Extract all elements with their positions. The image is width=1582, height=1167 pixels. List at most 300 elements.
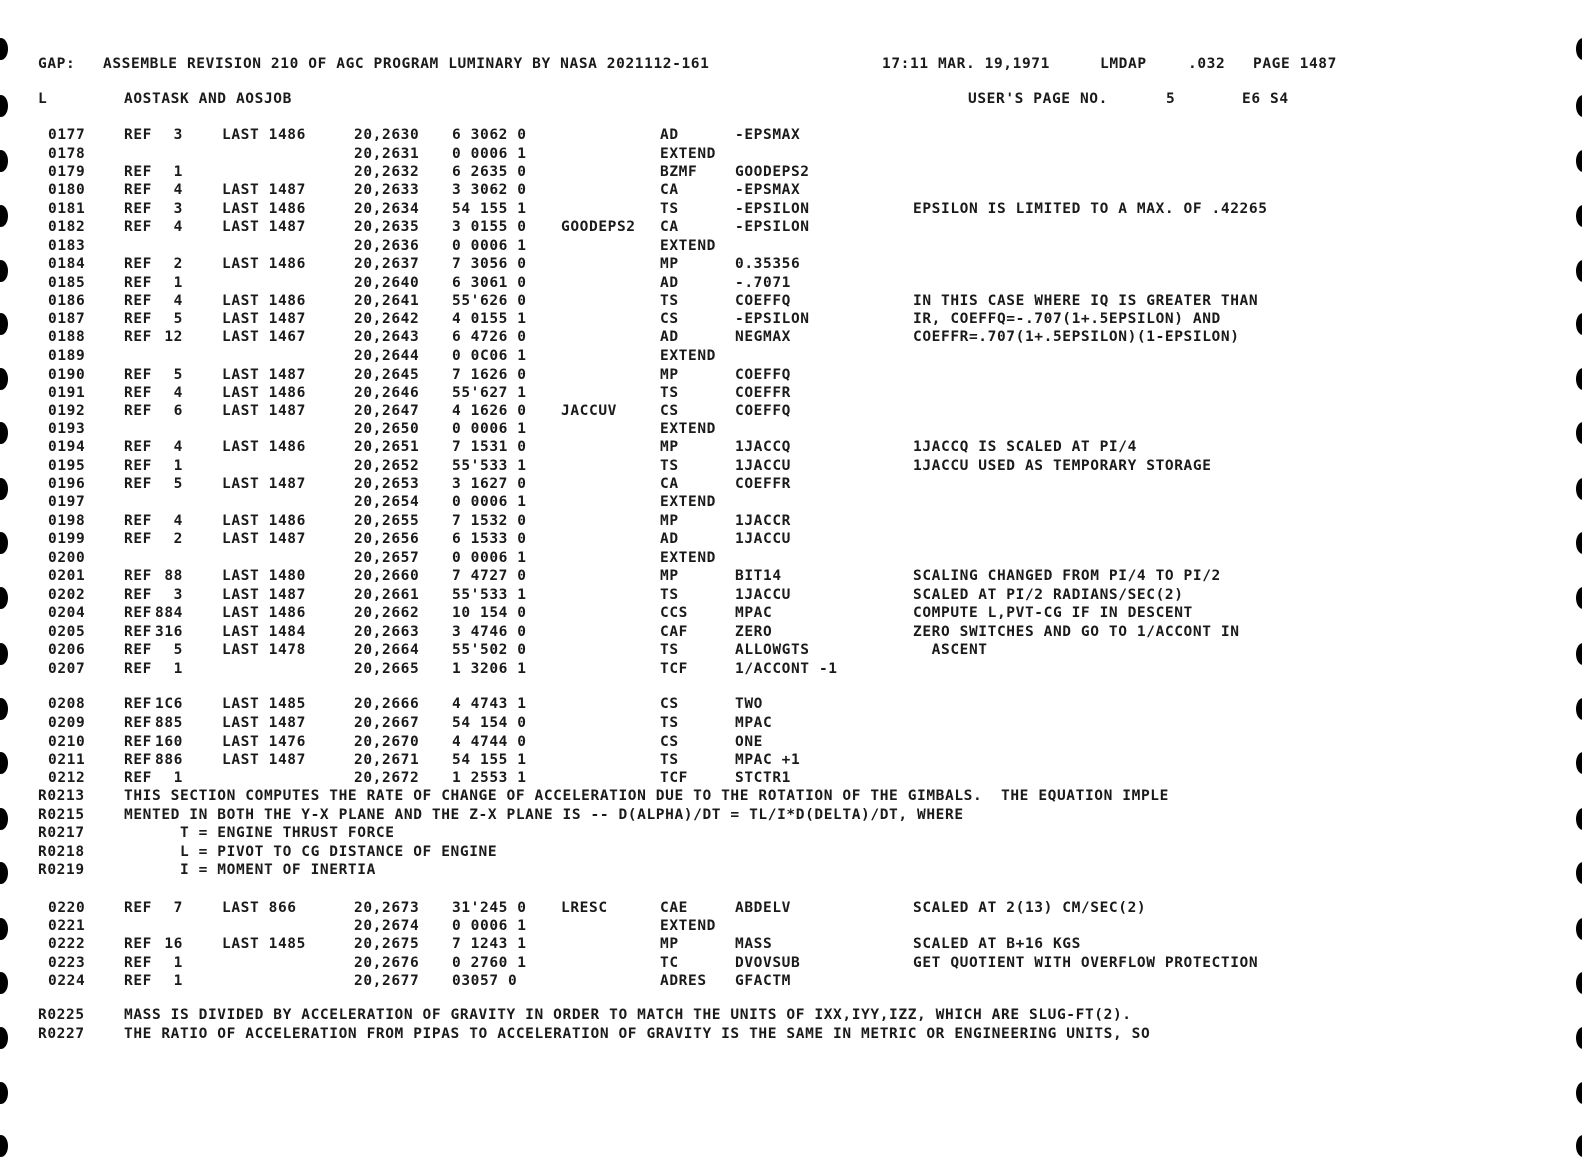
octal-word: 4 1626 0 <box>452 403 527 419</box>
octal-word: 7 3056 0 <box>452 256 527 272</box>
address: 20,2634 <box>354 201 420 217</box>
operand: 1JACCU <box>735 587 791 603</box>
line-number: 0200 <box>48 550 86 566</box>
octal-word: 0 0006 1 <box>452 421 527 437</box>
octal-word: 4 0155 1 <box>452 311 527 327</box>
ref-count: 1 <box>173 770 183 786</box>
octal-word: 0 0C06 1 <box>452 348 527 364</box>
page-code: E6 S4 <box>1242 91 1289 107</box>
remark-line-number: R0225 <box>38 1007 85 1023</box>
feed-hole <box>0 478 8 500</box>
operand: 1JACCU <box>735 458 791 474</box>
feed-hole <box>1576 1082 1582 1104</box>
last-page-ref: LAST 1486 <box>222 127 306 143</box>
line-number: 0177 <box>48 127 86 143</box>
operand: ABDELV <box>735 900 791 916</box>
line-number: 0187 <box>48 311 86 327</box>
users-page-number: 5 <box>1166 91 1176 107</box>
ref-keyword: REF <box>124 605 152 621</box>
line-number: 0188 <box>48 329 86 345</box>
ref-keyword: REF <box>124 642 152 658</box>
ref-count: 6 <box>173 403 183 419</box>
ref-count: 1 <box>173 164 183 180</box>
ref-count: 16 <box>164 936 183 952</box>
line-number: 0211 <box>48 752 86 768</box>
ref-count: 316 <box>155 624 183 640</box>
feed-hole <box>0 1027 8 1049</box>
octal-word: 6 2635 0 <box>452 164 527 180</box>
ref-count: 5 <box>173 311 183 327</box>
last-page-ref: LAST 1487 <box>222 752 306 768</box>
operand: 1/ACCONT -1 <box>735 661 838 677</box>
feed-hole <box>0 205 8 227</box>
ref-keyword: REF <box>124 367 152 383</box>
header-version: .032 <box>1188 56 1226 72</box>
comment: GET QUOTIENT WITH OVERFLOW PROTECTION <box>913 955 1259 971</box>
opcode: AD <box>660 127 679 143</box>
feed-hole <box>0 313 8 335</box>
ref-keyword: REF <box>124 275 152 291</box>
address: 20,2650 <box>354 421 420 437</box>
opcode: CS <box>660 403 679 419</box>
ref-keyword: REF <box>124 329 152 345</box>
feed-hole <box>1576 1027 1582 1049</box>
feed-hole <box>0 1082 8 1104</box>
octal-word: 55'502 0 <box>452 642 527 658</box>
last-page-ref: LAST 1486 <box>222 201 306 217</box>
octal-word: 55'533 1 <box>452 458 527 474</box>
octal-word: 6 3062 0 <box>452 127 527 143</box>
comment: COMPUTE L,PVT-CG IF IN DESCENT <box>913 605 1193 621</box>
feed-hole <box>0 532 8 554</box>
last-page-ref: LAST 1484 <box>222 624 306 640</box>
octal-word: 7 1531 0 <box>452 439 527 455</box>
ref-keyword: REF <box>124 127 152 143</box>
ref-count: 4 <box>173 219 183 235</box>
symbol-label: LRESC <box>561 900 608 916</box>
opcode: TS <box>660 587 679 603</box>
opcode: TCF <box>660 770 688 786</box>
address: 20,2654 <box>354 494 420 510</box>
octal-word: 31'245 0 <box>452 900 527 916</box>
address: 20,2631 <box>354 146 420 162</box>
symbol-label: JACCUV <box>561 403 617 419</box>
opcode: TC <box>660 955 679 971</box>
line-number: 0224 <box>48 973 86 989</box>
octal-word: 3 0155 0 <box>452 219 527 235</box>
opcode: MP <box>660 568 679 584</box>
feed-hole <box>0 368 8 390</box>
octal-word: 0 0006 1 <box>452 146 527 162</box>
remark-text: L = PIVOT TO CG DISTANCE OF ENGINE <box>124 844 498 860</box>
ref-keyword: REF <box>124 900 152 916</box>
feed-hole <box>0 95 8 117</box>
header-page: PAGE 1487 <box>1253 56 1337 72</box>
address: 20,2646 <box>354 385 420 401</box>
operand: COEFFR <box>735 476 791 492</box>
line-number: 0222 <box>48 936 86 952</box>
opcode: MP <box>660 256 679 272</box>
address: 20,2651 <box>354 439 420 455</box>
ref-keyword: REF <box>124 955 152 971</box>
octal-word: 54 155 1 <box>452 201 527 217</box>
line-number: 0205 <box>48 624 86 640</box>
operand: GFACTM <box>735 973 791 989</box>
symbol-label: GOODEPS2 <box>561 219 636 235</box>
opcode: BZMF <box>660 164 698 180</box>
octal-word: 55'627 1 <box>452 385 527 401</box>
ref-count: 4 <box>173 385 183 401</box>
address: 20,2636 <box>354 238 420 254</box>
ref-keyword: REF <box>124 182 152 198</box>
address: 20,2671 <box>354 752 420 768</box>
octal-word: 4 4744 0 <box>452 734 527 750</box>
operand: -EPSMAX <box>735 182 801 198</box>
header-log-section: LMDAP <box>1100 56 1147 72</box>
ref-keyword: REF <box>124 531 152 547</box>
octal-word: 7 4727 0 <box>452 568 527 584</box>
ref-count: 3 <box>173 127 183 143</box>
line-number: 0182 <box>48 219 86 235</box>
ref-count: 1 <box>173 973 183 989</box>
ref-keyword: REF <box>124 752 152 768</box>
ref-keyword: REF <box>124 439 152 455</box>
ref-keyword: REF <box>124 219 152 235</box>
octal-word: 7 1243 1 <box>452 936 527 952</box>
ref-count: 2 <box>173 531 183 547</box>
opcode: CS <box>660 734 679 750</box>
opcode: TS <box>660 752 679 768</box>
opcode: EXTEND <box>660 238 716 254</box>
ref-keyword: REF <box>124 715 152 731</box>
last-page-ref: LAST 1485 <box>222 936 306 952</box>
header-gap: GAP: <box>38 56 76 72</box>
address: 20,2635 <box>354 219 420 235</box>
feed-hole <box>1576 1135 1582 1157</box>
operand: MASS <box>735 936 773 952</box>
operand: 0.35356 <box>735 256 801 272</box>
subheader-l: L <box>38 91 48 107</box>
opcode: MP <box>660 439 679 455</box>
opcode: AD <box>660 275 679 291</box>
address: 20,2657 <box>354 550 420 566</box>
operand: ZERO <box>735 624 773 640</box>
ref-count: 1 <box>173 275 183 291</box>
ref-keyword: REF <box>124 385 152 401</box>
address: 20,2644 <box>354 348 420 364</box>
octal-word: 54 154 0 <box>452 715 527 731</box>
line-number: 0195 <box>48 458 86 474</box>
remark-text: I = MOMENT OF INERTIA <box>124 862 376 878</box>
opcode: ADRES <box>660 973 707 989</box>
feed-hole <box>0 150 8 172</box>
octal-word: 4 4743 1 <box>452 696 527 712</box>
ref-keyword: REF <box>124 936 152 952</box>
feed-hole <box>1576 38 1582 60</box>
feed-hole <box>1576 205 1582 227</box>
opcode: TS <box>660 385 679 401</box>
ref-count: 3 <box>173 587 183 603</box>
feed-hole <box>0 1135 8 1157</box>
address: 20,2645 <box>354 367 420 383</box>
ref-keyword: REF <box>124 568 152 584</box>
ref-count: 885 <box>155 715 183 731</box>
last-page-ref: LAST 1487 <box>222 219 306 235</box>
remark-line-number: R0217 <box>38 825 85 841</box>
ref-keyword: REF <box>124 513 152 529</box>
line-number: 0185 <box>48 275 86 291</box>
octal-word: 6 4726 0 <box>452 329 527 345</box>
operand: 1JACCR <box>735 513 791 529</box>
ref-keyword: REF <box>124 458 152 474</box>
ref-count: 886 <box>155 752 183 768</box>
feed-hole <box>1576 698 1582 720</box>
ref-keyword: REF <box>124 734 152 750</box>
address: 20,2633 <box>354 182 420 198</box>
last-page-ref: LAST 1487 <box>222 311 306 327</box>
operand: COEFFQ <box>735 293 791 309</box>
address: 20,2665 <box>354 661 420 677</box>
feed-hole <box>1576 422 1582 444</box>
opcode: TS <box>660 201 679 217</box>
feed-hole <box>0 698 8 720</box>
comment: ASCENT <box>913 642 988 658</box>
address: 20,2642 <box>354 311 420 327</box>
ref-count: 1C6 <box>155 696 183 712</box>
ref-count: 4 <box>173 182 183 198</box>
address: 20,2660 <box>354 568 420 584</box>
opcode: MP <box>660 513 679 529</box>
ref-keyword: REF <box>124 770 152 786</box>
remark-text: MENTED IN BOTH THE Y-X PLANE AND THE Z-X PLANE IS -- D(ALPHA)/DT = TL/I*D(DELTA)/DT, WHERE <box>124 807 964 823</box>
line-number: 0181 <box>48 201 86 217</box>
ref-keyword: REF <box>124 476 152 492</box>
ref-keyword: REF <box>124 661 152 677</box>
address: 20,2632 <box>354 164 420 180</box>
address: 20,2664 <box>354 642 420 658</box>
ref-count: 7 <box>173 900 183 916</box>
feed-hole <box>0 808 8 830</box>
ref-count: 4 <box>173 513 183 529</box>
remark-line-number: R0215 <box>38 807 85 823</box>
line-number: 0223 <box>48 955 86 971</box>
opcode: CCS <box>660 605 688 621</box>
line-number: 0190 <box>48 367 86 383</box>
opcode: CAE <box>660 900 688 916</box>
operand: COEFFQ <box>735 367 791 383</box>
line-number: 0202 <box>48 587 86 603</box>
last-page-ref: LAST 1486 <box>222 605 306 621</box>
users-page-label: USER'S PAGE NO. <box>968 91 1108 107</box>
line-number: 0189 <box>48 348 86 364</box>
octal-word: 0 2760 1 <box>452 955 527 971</box>
ref-count: 5 <box>173 642 183 658</box>
octal-word: 0 0006 1 <box>452 238 527 254</box>
address: 20,2643 <box>354 329 420 345</box>
ref-keyword: REF <box>124 201 152 217</box>
operand: -EPSILON <box>735 219 810 235</box>
operand: BIT14 <box>735 568 782 584</box>
opcode: CS <box>660 696 679 712</box>
comment: SCALED AT 2(13) CM/SEC(2) <box>913 900 1147 916</box>
line-number: 0207 <box>48 661 86 677</box>
address: 20,2666 <box>354 696 420 712</box>
ref-keyword: REF <box>124 256 152 272</box>
comment: SCALED AT PI/2 RADIANS/SEC(2) <box>913 587 1184 603</box>
ref-keyword: REF <box>124 403 152 419</box>
line-number: 0209 <box>48 715 86 731</box>
operand: 1JACCQ <box>735 439 791 455</box>
octal-word: 3 1627 0 <box>452 476 527 492</box>
ref-keyword: REF <box>124 293 152 309</box>
address: 20,2630 <box>354 127 420 143</box>
operand: ONE <box>735 734 763 750</box>
comment: EPSILON IS LIMITED TO A MAX. OF .42265 <box>913 201 1268 217</box>
line-number: 0186 <box>48 293 86 309</box>
feed-hole <box>0 38 8 60</box>
operand: MPAC <box>735 605 773 621</box>
opcode: EXTEND <box>660 550 716 566</box>
feed-hole <box>1576 313 1582 335</box>
octal-word: 10 154 0 <box>452 605 527 621</box>
ref-keyword: REF <box>124 311 152 327</box>
line-number: 0194 <box>48 439 86 455</box>
line-number: 0201 <box>48 568 86 584</box>
last-page-ref: LAST 1486 <box>222 385 306 401</box>
operand: NEGMAX <box>735 329 791 345</box>
last-page-ref: LAST 1476 <box>222 734 306 750</box>
feed-hole <box>1576 918 1582 940</box>
line-number: 0193 <box>48 421 86 437</box>
opcode: CAF <box>660 624 688 640</box>
last-page-ref: LAST 1487 <box>222 367 306 383</box>
octal-word: 54 155 1 <box>452 752 527 768</box>
last-page-ref: LAST 1486 <box>222 513 306 529</box>
opcode: EXTEND <box>660 494 716 510</box>
opcode: TS <box>660 642 679 658</box>
feed-hole <box>1576 260 1582 282</box>
octal-word: 0 0006 1 <box>452 918 527 934</box>
feed-hole <box>1576 643 1582 665</box>
comment: SCALING CHANGED FROM PI/4 TO PI/2 <box>913 568 1221 584</box>
operand: ALLOWGTS <box>735 642 810 658</box>
feed-hole <box>0 422 8 444</box>
feed-hole <box>0 972 8 994</box>
line-number: 0184 <box>48 256 86 272</box>
octal-word: 6 3061 0 <box>452 275 527 291</box>
line-number: 0192 <box>48 403 86 419</box>
line-number: 0208 <box>48 696 86 712</box>
feed-hole <box>0 260 8 282</box>
comment: 1JACCQ IS SCALED AT PI/4 <box>913 439 1137 455</box>
ref-keyword: REF <box>124 973 152 989</box>
operand: MPAC <box>735 715 773 731</box>
header-assemble: ASSEMBLE REVISION 210 OF AGC PROGRAM LUMINARY BY NASA 2021112-161 <box>103 56 710 72</box>
address: 20,2656 <box>354 531 420 547</box>
last-page-ref: LAST 1486 <box>222 256 306 272</box>
octal-word: 0 0006 1 <box>452 550 527 566</box>
octal-word: 55'626 0 <box>452 293 527 309</box>
comment: IR, COEFFQ=-.707(1+.5EPSILON) AND <box>913 311 1221 327</box>
header-timestamp: 17:11 MAR. 19,1971 <box>882 56 1050 72</box>
ref-count: 3 <box>173 201 183 217</box>
ref-count: 1 <box>173 661 183 677</box>
operand: 1JACCU <box>735 531 791 547</box>
line-number: 0197 <box>48 494 86 510</box>
line-number: 0206 <box>48 642 86 658</box>
opcode: EXTEND <box>660 348 716 364</box>
address: 20,2640 <box>354 275 420 291</box>
opcode: CA <box>660 219 679 235</box>
operand: -.7071 <box>735 275 791 291</box>
address: 20,2672 <box>354 770 420 786</box>
last-page-ref: LAST 1486 <box>222 293 306 309</box>
octal-word: 1 2553 1 <box>452 770 527 786</box>
feed-hole <box>1576 368 1582 390</box>
opcode: TS <box>660 458 679 474</box>
line-number: 0198 <box>48 513 86 529</box>
ref-keyword: REF <box>124 587 152 603</box>
address: 20,2674 <box>354 918 420 934</box>
address: 20,2670 <box>354 734 420 750</box>
address: 20,2661 <box>354 587 420 603</box>
line-number: 0196 <box>48 476 86 492</box>
octal-word: 7 1626 0 <box>452 367 527 383</box>
feed-hole <box>1576 587 1582 609</box>
opcode: CA <box>660 476 679 492</box>
ref-count: 12 <box>164 329 183 345</box>
line-number: 0183 <box>48 238 86 254</box>
octal-word: 3 4746 0 <box>452 624 527 640</box>
line-number: 0221 <box>48 918 86 934</box>
line-number: 0179 <box>48 164 86 180</box>
feed-hole <box>0 918 8 940</box>
ref-count: 4 <box>173 293 183 309</box>
address: 20,2652 <box>354 458 420 474</box>
operand: COEFFR <box>735 385 791 401</box>
comment: 1JACCU USED AS TEMPORARY STORAGE <box>913 458 1212 474</box>
octal-word: 0 0006 1 <box>452 494 527 510</box>
ref-count: 4 <box>173 439 183 455</box>
line-number: 0178 <box>48 146 86 162</box>
last-page-ref: LAST 1485 <box>222 696 306 712</box>
opcode: MP <box>660 367 679 383</box>
opcode: AD <box>660 329 679 345</box>
last-page-ref: LAST 1487 <box>222 587 306 603</box>
octal-word: 3 3062 0 <box>452 182 527 198</box>
comment: ZERO SWITCHES AND GO TO 1/ACCONT IN <box>913 624 1240 640</box>
operand: TWO <box>735 696 763 712</box>
last-page-ref: LAST 1486 <box>222 439 306 455</box>
ref-keyword: REF <box>124 696 152 712</box>
last-page-ref: LAST 1487 <box>222 476 306 492</box>
ref-count: 1 <box>173 458 183 474</box>
opcode: AD <box>660 531 679 547</box>
opcode: MP <box>660 936 679 952</box>
operand: COEFFQ <box>735 403 791 419</box>
feed-hole <box>1576 752 1582 774</box>
last-page-ref: LAST 1487 <box>222 403 306 419</box>
operand: -EPSILON <box>735 201 810 217</box>
remark-text: THE RATIO OF ACCELERATION FROM PIPAS TO ACCELERATION OF GRAVITY IS THE SAME IN METRIC OR ENGINEERING UNITS, SO <box>124 1026 1151 1042</box>
feed-hole <box>1576 532 1582 554</box>
opcode: TCF <box>660 661 688 677</box>
operand: GOODEPS2 <box>735 164 810 180</box>
opcode: TS <box>660 293 679 309</box>
address: 20,2655 <box>354 513 420 529</box>
operand: MPAC +1 <box>735 752 801 768</box>
last-page-ref: LAST 1467 <box>222 329 306 345</box>
